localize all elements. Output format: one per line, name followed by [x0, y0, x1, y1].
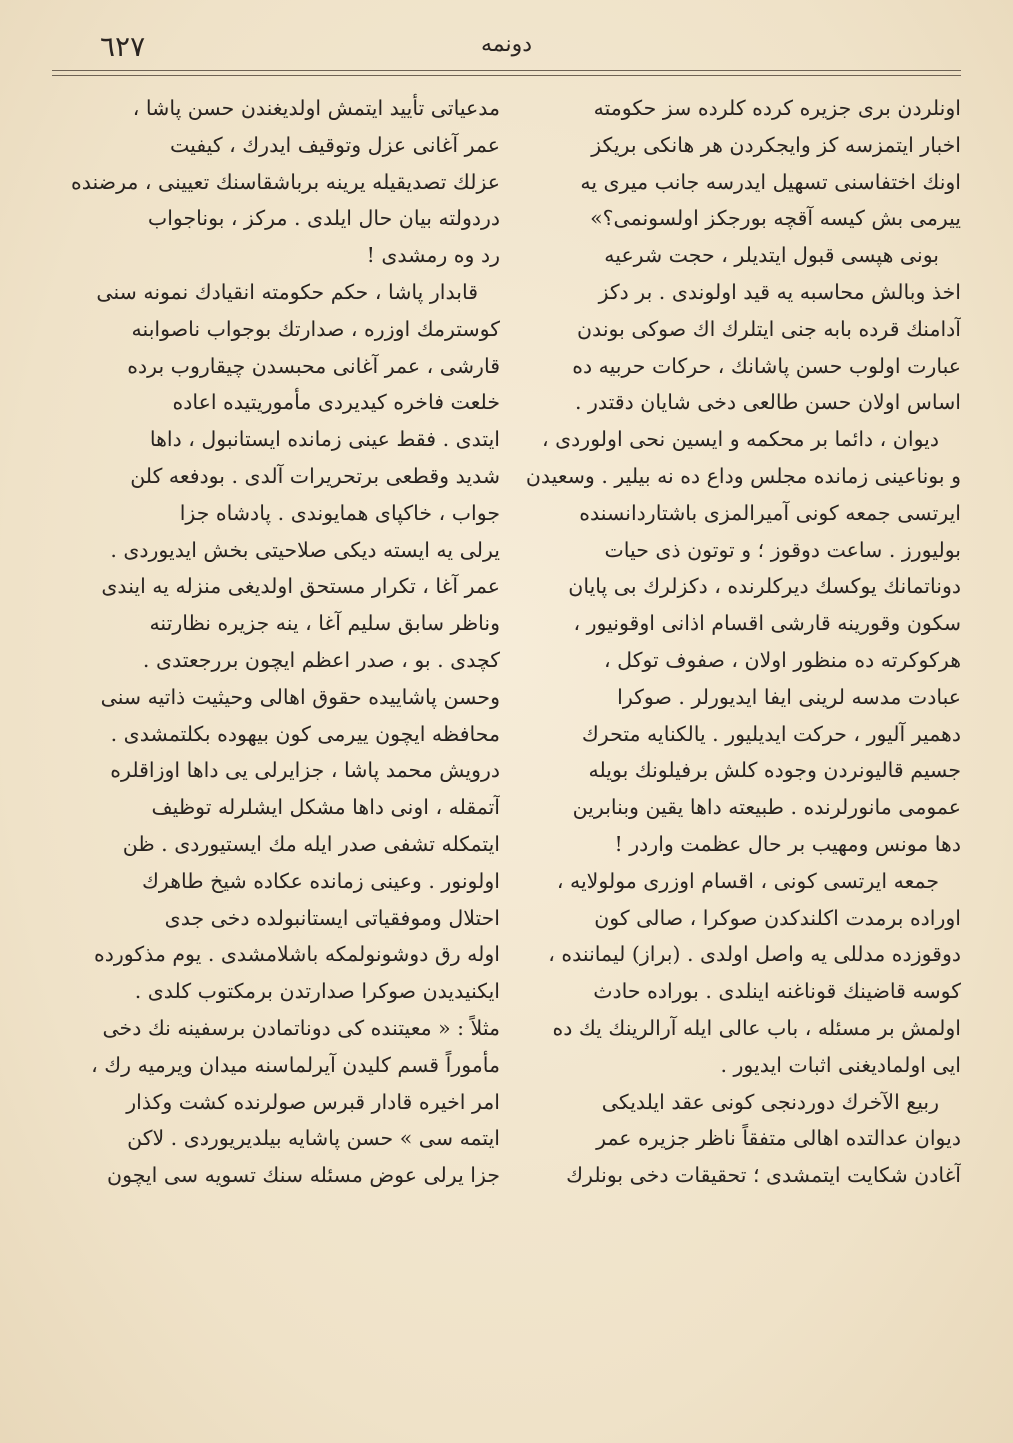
text-line: ایکنیدیدن صوکرا صدارتدن برمکتوب کلدی . — [134, 979, 500, 1004]
text-line: آدامنك قرده بابه جنی ایتلرك اك صوکی بوندن — [577, 316, 961, 341]
text-line: آتمقله ، اونی داها مشکل ایشلرله توظیف — [151, 795, 500, 820]
text-line: ایتمه سی » حسن پاشایه بیلدیریوردی . لاکن — [127, 1126, 500, 1151]
text-line: سکون وقورینه قارشی اقسام اذانی اوقونیور ، — [573, 611, 961, 636]
text-line: مأموراً قسم کلیدن آیرلماسنه میدان ویرمیه رك ، — [91, 1052, 500, 1077]
header-rule — [52, 70, 961, 76]
text-line: اخبار ایتمزسه کز وایجکردن هر هانکی بریکز — [591, 132, 961, 157]
text-line: بولیورز . ساعت دوقوز ؛ و توتون ذی حیات — [604, 537, 961, 562]
text-line: دهمیر آلیور ، حرکت ایدیلیور . یالکنایه متحرك — [581, 721, 961, 746]
running-title: دونمه — [480, 32, 533, 57]
text-line: کچدی . بو ، صدر اعظم ایچون بررجعتدی . — [142, 647, 500, 672]
text-line: جزا یرلی عوض مسئله سنك تسویه سی ایچون — [107, 1163, 500, 1188]
text-line: عمر آغانی عزل وتوقیف ایدرك ، کیفیت — [170, 132, 500, 157]
text-line: یرلی یه ایسته دیکی صلاحیتی بخش ایدیوردی . — [110, 537, 500, 562]
text-line: ایتدی . فقط عینی زمانده ایستانبول ، داها — [149, 427, 500, 452]
text-line: قابدار پاشا ، حکم حکومته انقیادك نمونه سنی — [96, 279, 478, 304]
text-line: بونی هپسی قبول ایتدیلر ، حجت شرعیه — [604, 243, 939, 268]
text-line: وحسن پاشاییده حقوق اهالی وحیثیت ذاتیه سنی — [100, 684, 500, 709]
text-line: اولمش بر مسئله ، باب عالی ایله آرالرینك یك ده — [552, 1015, 961, 1040]
text-line: مدعیاتی تأیید ایتمش اولدیغندن حسن پاشا ، — [132, 96, 500, 120]
text-line: دردولته بیان حال ایلدی . مرکز ، بوناجواب — [147, 206, 500, 231]
text-line: دیوان ، دائما بر محکمه و ایسین نحی اولوردی ، — [542, 427, 939, 452]
text-line: عمر آغا ، تکرار مستحق اولدیغی منزله یه ایندی — [101, 574, 500, 599]
text-line: اونلردن بری جزیره کرده کلرده سز حکومته — [593, 96, 961, 120]
page-header — [60, 30, 953, 70]
text-line: اساس اولان حسن طالعی دخی شایان دقتدر . — [574, 390, 961, 415]
text-line: درویش محمد پاشا ، جزایرلی یی داها اوزاقلره — [110, 758, 500, 783]
text-line: محافظه ایچون ییرمی کون بیهوده بکلتمشدی . — [110, 721, 500, 746]
text-line: ییرمی بش کیسه آقچه بورجکز اولسونمی؟» — [590, 206, 961, 231]
text-line: عزلك تصدیقیله یرینه برباشقاسنك تعیینی ، مرضنده — [71, 169, 500, 194]
text-line: دیوان عدالتده اهالی متفقاً ناظر جزیره عمر — [596, 1126, 961, 1151]
text-line: ایی اولمادیغنی اثبات ایدیور . — [720, 1052, 961, 1077]
text-line: شدید وقطعی برتحریرات آلدی . بودفعه کلن — [130, 463, 500, 488]
text-line: دوقوزده مدللی یه واصل اولدی . (براز) لیماننده ، — [548, 942, 961, 967]
text-line: کوسترمك اوزره ، صدارتك بوجواب ناصوابنه — [131, 316, 500, 341]
page-number: ٦٢٧ — [100, 30, 146, 63]
text-line: اخذ وبالش محاسبه یه قید اولوندی . بر دکز — [598, 279, 961, 304]
text-line: رد وه رمشدی ! — [366, 243, 500, 268]
text-line: هرکوکرته ده منظور اولان ، صفوف توکل ، — [604, 647, 961, 672]
left-text-column — [60, 90, 500, 1194]
text-line: جواب ، خاکپای همایوندی . پادشاه جزا — [179, 500, 500, 525]
text-line: عبارت اولوب حسن پاشانك ، حرکات حربیه ده — [572, 353, 961, 378]
text-line: اوراده برمدت اکلندکدن صوکرا ، صالی کون — [594, 905, 961, 930]
text-line: امر اخیره قادار قبرس صولرنده کشت وکذار — [126, 1089, 500, 1114]
text-line: اونك اختفاسنی تسهیل ایدرسه جانب میری یه — [580, 169, 961, 194]
text-line: اوله رق دوشونولمکه باشلامشدی . یوم مذکورده — [93, 942, 500, 967]
text-line: خلعت فاخره کیدیردی مأموریتیده اعاده — [172, 390, 500, 415]
text-line: ایرتسی جمعه کونی آمیرالمزی باشتاردانسنده — [579, 500, 961, 525]
text-line: جمعه ایرتسی کونی ، اقسام اوزری مولولایه ، — [556, 868, 939, 893]
text-line: قارشی ، عمر آغانی محبسدن چیقاروب برده — [127, 353, 500, 378]
text-line: و بوناعینی زمانده مجلس وداع ده نه بیلیر . وسعیدن — [525, 463, 961, 488]
text-line: احتلال وموفقیاتی ایستانبولده دخی جدی — [164, 905, 500, 930]
text-line: وناظر سابق سلیم آغا ، ینه جزیره نظارتنه — [149, 611, 500, 636]
text-line: دوناتمانك یوکسك دیرکلرنده ، دکزلرك بی پایان — [568, 574, 961, 599]
text-line: عبادت مدسه لرینی ایفا ایدیورلر . صوکرا — [617, 684, 961, 709]
text-line: عمومی مانورلرنده . طبیعته داها یقین وبنابرین — [572, 795, 961, 820]
text-line: ربیع الآخرك دوردنجی کونی عقد ایلدیکی — [601, 1089, 939, 1114]
text-line: دها مونس ومهیب بر حال عظمت واردر ! — [614, 831, 961, 856]
text-line: آغادن شکایت ایتمشدی ؛ تحقیقات دخی بونلرك — [566, 1163, 961, 1188]
text-line: جسیم قالیونردن وجوده کلش برفیلونك بویله — [588, 758, 961, 783]
right-text-column — [521, 90, 961, 1194]
text-line: کوسه قاضینك قوناغنه اینلدی . بوراده حادث — [593, 979, 961, 1004]
text-line: ایتمکله تشفی صدر ایله مك ایستیوردی . ظن — [122, 831, 500, 856]
text-line: اولونور . وعینی زمانده عکاده شیخ طاهرك — [141, 868, 500, 893]
text-line: مثلاً : « معیتنده کی دوناتمادن برسفینه نك دخی — [102, 1015, 500, 1040]
